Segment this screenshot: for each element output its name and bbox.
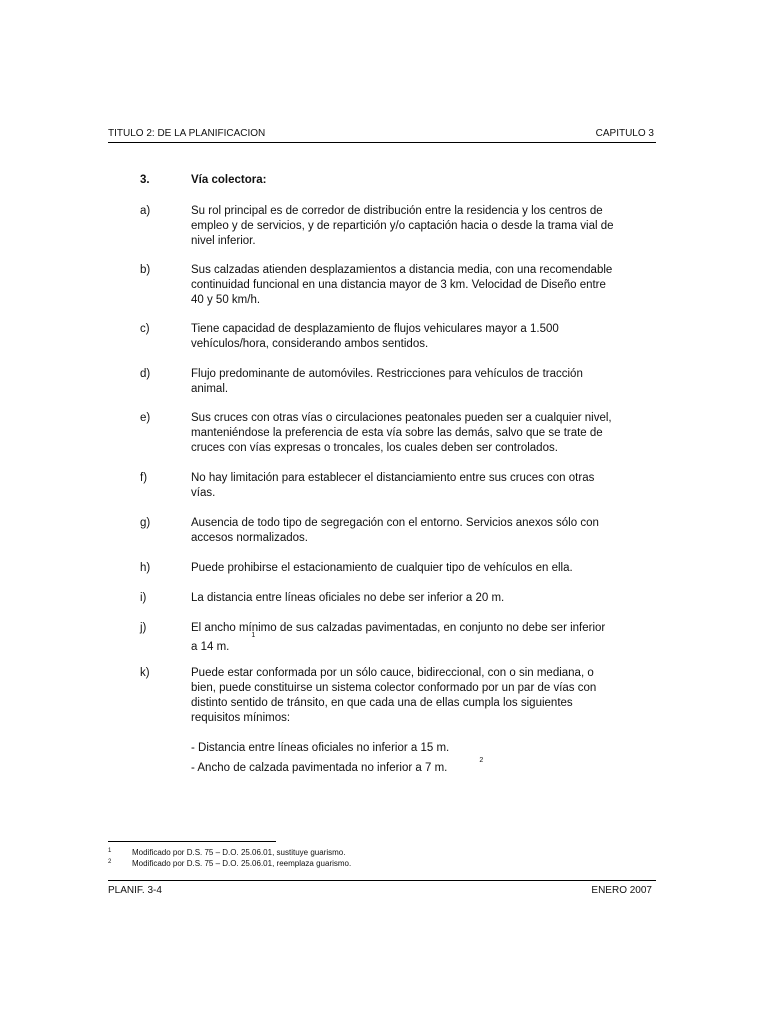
footnote-reference: 2 (479, 757, 484, 764)
item-line: animal. (191, 383, 229, 395)
item-line: manteniéndose la preferencia de esta vía sobre las demás, salvo que se trate de (191, 427, 603, 439)
item-letter: j) (140, 622, 147, 634)
page-footer (108, 880, 656, 897)
item-letter: g) (140, 517, 151, 529)
item-line: Puede estar conformada por un sólo cauce, bidireccional, con o sin mediana, o (191, 667, 594, 679)
item-line: Sus cruces con otras vías o circulaciones peatonales pueden ser a cualquier nivel, (191, 412, 612, 424)
page-header (108, 128, 656, 143)
item-line: No hay limitación para establecer el distanciamiento entre sus cruces con otras (191, 472, 595, 484)
footer-page-number: PLANIF. 3-4 (108, 885, 162, 896)
item-letter: d) (140, 368, 151, 380)
header-title: TITULO 2: DE LA PLANIFICACION (108, 128, 266, 139)
item-text (191, 367, 656, 397)
item-text (191, 591, 656, 606)
item-letter: h) (140, 562, 151, 574)
section-number: 3. (140, 174, 150, 186)
item-text (191, 666, 656, 726)
item-letter: c) (140, 323, 150, 335)
item-line: El ancho mínimo de sus calzadas pavimentadas, en conjunto no debe ser inferior (191, 622, 606, 634)
item-line: bien, puede constituirse un sistema colector conformado por un par de vías con (191, 682, 597, 694)
footnote-mark: 1 (108, 848, 112, 854)
header-chapter: CAPITULO 3 (595, 128, 654, 139)
item-line: cruces con vías expresas o troncales, los cuales deben ser controlados. (191, 442, 558, 454)
item-line-text: a 14 m. (191, 640, 230, 653)
item-line: accesos normalizados. (191, 532, 308, 544)
item-text (191, 561, 656, 576)
item-text (191, 621, 656, 655)
item-line: Flujo predominante de automóviles. Restricciones para vehículos de tracción (191, 368, 583, 380)
item-line: 40 y 50 km/h. (191, 294, 261, 306)
section-title: Vía colectora: (191, 174, 267, 186)
item-line: Sus calzadas atienden desplazamientos a distancia media, con una recomendable (191, 264, 613, 276)
item-line: Ausencia de todo tipo de segregación con el entorno. Servicios anexos sólo con (191, 517, 599, 529)
item-text (191, 263, 656, 308)
footnote-mark: 2 (108, 859, 112, 865)
item-text (191, 411, 656, 456)
item-line: Su rol principal es de corredor de distribución entre la residencia y los centros de (191, 205, 603, 217)
footnote-reference: 1 (251, 632, 256, 639)
item-line: continuidad funcional en una distancia mayor de 3 km. Velocidad de Diseño entre (191, 279, 606, 291)
item-text (191, 516, 656, 546)
item-letter: i) (140, 592, 147, 604)
item-letter: e) (140, 412, 151, 424)
item-text (191, 204, 656, 249)
requirement-line: - Distancia entre líneas oficiales no inferior a 15 m. (191, 742, 450, 754)
item-letter: f) (140, 472, 148, 484)
footer-date: ENERO 2007 (591, 885, 652, 896)
item-line: requisitos mínimos: (191, 712, 291, 724)
requirement-text: - Ancho de calzada pavimentada no inferior a 7 m. (191, 761, 448, 774)
item-line: distinto sentido de tránsito, en que cada una de ellas cumpla los siguientes (191, 697, 573, 709)
footnote-separator (108, 841, 276, 842)
item-letter: a) (140, 205, 151, 217)
item-letter: b) (140, 264, 151, 276)
footnote-text: Modificado por D.S. 75 – D.O. 25.06.01, reemplaza guarismo. (132, 859, 352, 868)
item-line: vías. (191, 487, 216, 499)
requirement-line (191, 757, 484, 776)
footnote-text: Modificado por D.S. 75 – D.O. 25.06.01, sustituye guarismo. (132, 848, 346, 857)
item-line: vehículos/hora, considerando ambos sentidos. (191, 338, 429, 350)
item-letter: k) (140, 667, 150, 679)
item-line: nivel inferior. (191, 235, 256, 247)
item-line: Puede prohibirse el estacionamiento de cualquier tipo de vehículos en ella. (191, 562, 573, 574)
item-line: empleo y de servicios, y de repartición y/o captación hacia o desde la trama vial de (191, 220, 614, 232)
item-line (191, 632, 656, 655)
item-text (191, 322, 656, 352)
item-line: Tiene capacidad de desplazamiento de flujos vehiculares mayor a 1.500 (191, 323, 559, 335)
item-line: La distancia entre líneas oficiales no debe ser inferior a 20 m. (191, 592, 505, 604)
item-text (191, 471, 656, 501)
